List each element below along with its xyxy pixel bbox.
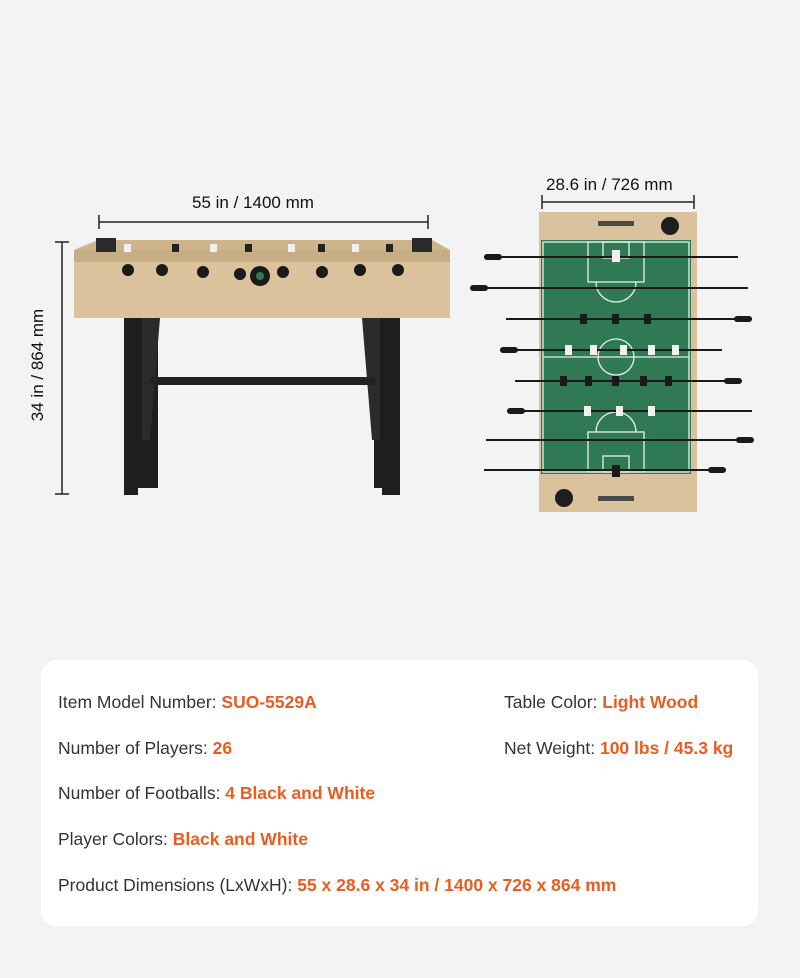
height-dimension-line xyxy=(55,242,69,494)
spec-net-weight xyxy=(504,738,733,759)
spec-net-weight-value: 100 lbs / 45.3 kg xyxy=(599,738,734,758)
spec-number-of-footballs-label: Number of Footballs: xyxy=(58,783,226,803)
spec-table-color-label: Table Color: xyxy=(504,692,603,712)
spec-product-dimensions-value: 55 x 28.6 x 34 in / 1400 x 726 x 864 mm xyxy=(297,875,617,895)
spec-table-color xyxy=(504,692,698,713)
spec-player-colors xyxy=(58,829,308,850)
spec-player-colors-value: Black and White xyxy=(172,829,308,849)
width-dimension-line xyxy=(542,195,694,209)
spec-product-dimensions xyxy=(58,875,616,896)
spec-product-dimensions-label: Product Dimensions (LxWxH): xyxy=(58,875,298,895)
spec-number-of-footballs xyxy=(58,783,375,804)
spec-table-color-value: Light Wood xyxy=(602,692,699,712)
spec-model-number-value: SUO-5529A xyxy=(221,692,317,712)
spec-model-number-label: Item Model Number: xyxy=(58,692,222,712)
spec-number-of-footballs-value: 4 Black and White xyxy=(225,783,376,803)
spec-number-of-players-label: Number of Players: xyxy=(58,738,213,758)
length-dimension-label: 55 in / 1400 mm xyxy=(192,193,314,212)
length-dimension-line xyxy=(99,215,428,229)
spec-number-of-players-value: 26 xyxy=(212,738,233,758)
spec-net-weight-label: Net Weight: xyxy=(504,738,600,758)
spec-number-of-players xyxy=(58,738,232,759)
spec-player-colors-label: Player Colors: xyxy=(58,829,173,849)
spec-model-number xyxy=(58,692,317,713)
table-legs xyxy=(124,318,400,495)
width-dimension-label: 28.6 in / 726 mm xyxy=(546,175,673,194)
